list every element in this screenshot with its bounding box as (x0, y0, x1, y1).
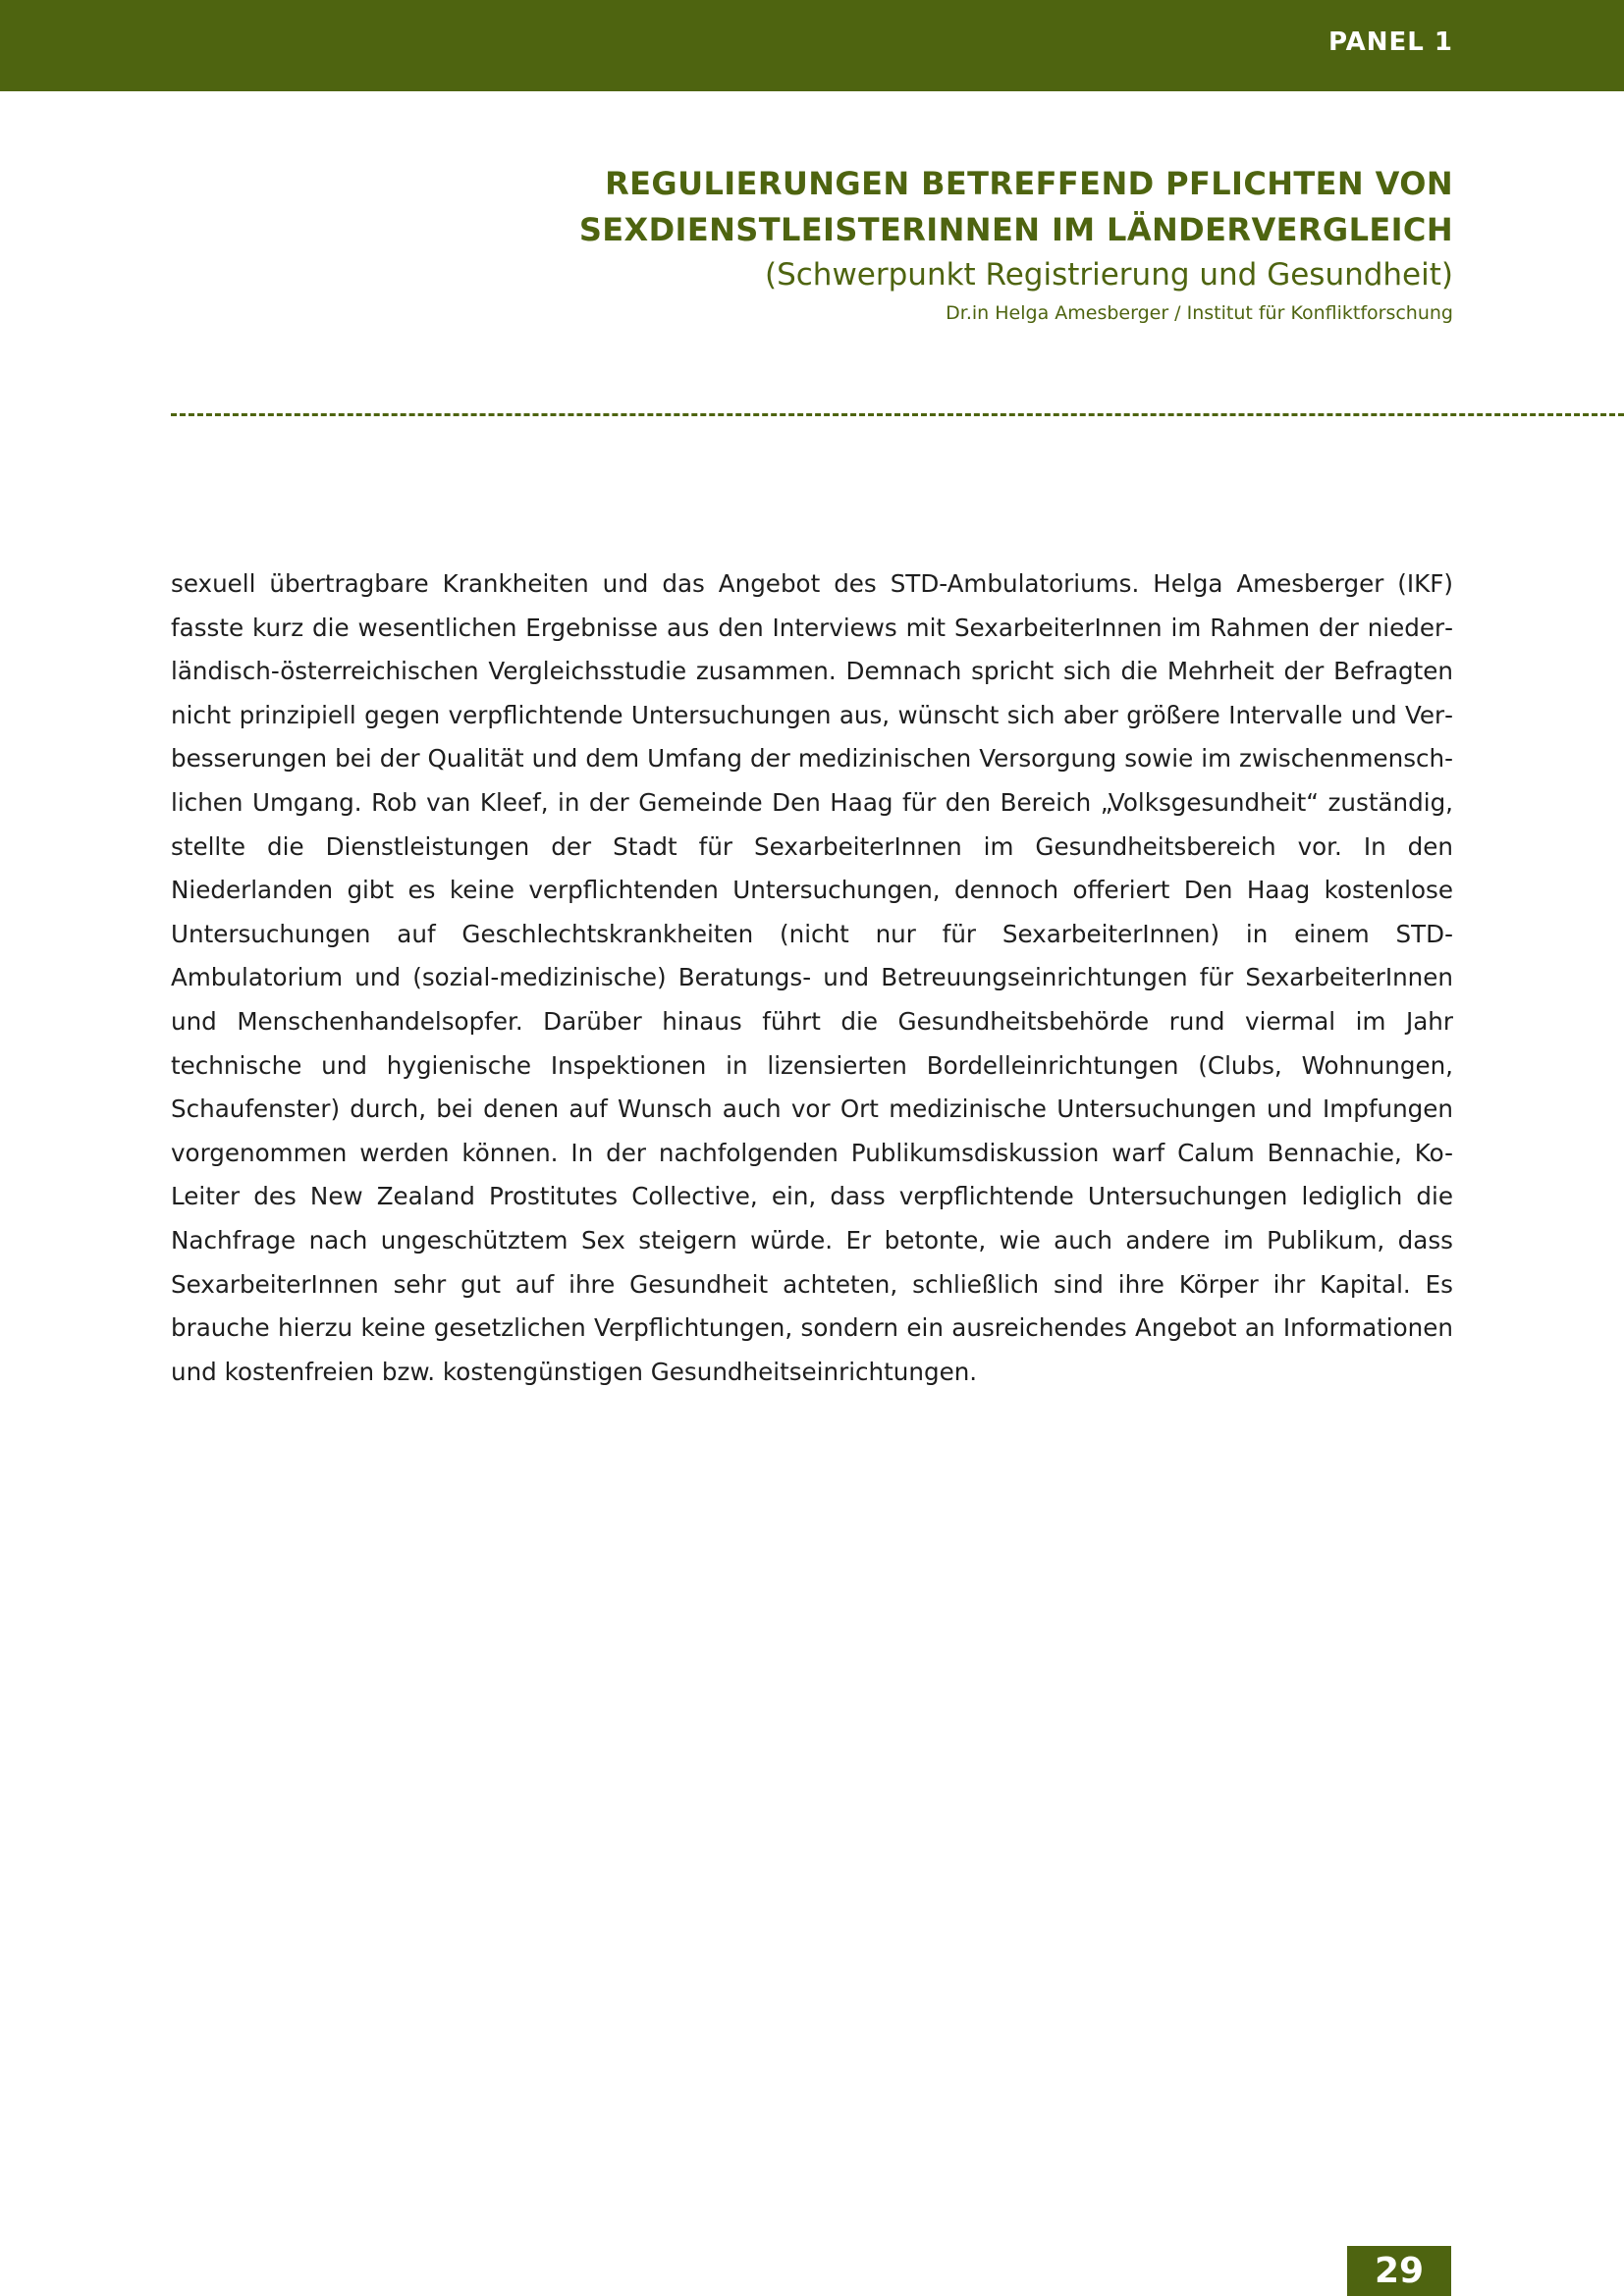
article-subtitle: (Schwerpunkt Registrierung und Gesundheit) (764, 257, 1453, 293)
article-body: sexuell übertragbare Krankheiten und das Angebot des STD-Ambulatoriums. Helga Amesberger (IKF) fasste kurz die wesentlichen Ergebnisse aus den Interviews mit SexarbeiterInnen im Rahmen der niederländisch-österreichischen Vergleichsstudie zusammen. Demnach spricht sich die Mehrheit der Befragten nicht prinzipiell gegen verpflichtende Untersuchungen aus, wünscht sich aber größere Intervalle und Verbesserungen bei der Qualität und dem Umfang der medizinischen Versorgung sowie im zwischenmenschlichen Umgang. Rob van Kleef, in der Gemeinde Den Haag für den Bereich „Volksgesundheit“ zuständig, stellte die Dienstleistungen der Stadt für SexarbeiterInnen im Gesundheitsbereich vor. In den Niederlanden gibt es keine verpflichtenden Untersuchungen, dennoch offeriert Den Haag kostenlose Untersuchungen auf Geschlechtskrankheiten (nicht nur für SexarbeiterInnen) in einem STD-Ambulatorium und (sozial-medizinische) Beratungs- und Betreuungseinrichtungen für SexarbeiterInnen und Menschenhandelsopfer. Darüber hinaus führt die Gesundheitsbehörde rund viermal im Jahr technische und hygienische Inspektionen in lizensierten Bordelleinrichtungen (Clubs, Wohnungen, Schaufenster) durch, bei denen auf Wunsch auch vor Ort medizinische Untersuchungen und Impfungen vorgenommen werden können. In der nachfolgenden Publikumsdiskussion warf Calum Bennachie, Ko-Leiter des New Zealand Prostitutes Collective, ein, dass verpflichtende Untersuchungen lediglich die Nachfrage nach ungeschütztem Sex steigern würde. Er betonte, wie auch andere im Publikum, dass SexarbeiterInnen sehr gut auf ihre Gesundheit achteten, schließlich sind ihre Körper ihr Kapital. Es brauche hierzu keine gesetzlichen Verpflichtungen, sondern ein ausreichendes Angebot an Informationen und kostenfreien bzw. kostengünstigen Gesundheitseinrichtungen. (171, 569, 1453, 1386)
article-header (471, 161, 1453, 326)
article-title-line-2: SEXDIENSTLEISTERINNEN IM LÄNDERVERGLEICH (578, 211, 1453, 248)
section-divider (171, 413, 1624, 416)
panel-label: PANEL 1 (1327, 27, 1453, 57)
header-bar (0, 0, 1624, 91)
article-title-line-1: REGULIERUNGEN BETREFFEND PFLICHTEN VON (605, 165, 1453, 202)
page-number: 29 (1347, 2246, 1451, 2296)
article-author: Dr.in Helga Amesberger / Institut für Konfliktforschung (946, 302, 1453, 324)
